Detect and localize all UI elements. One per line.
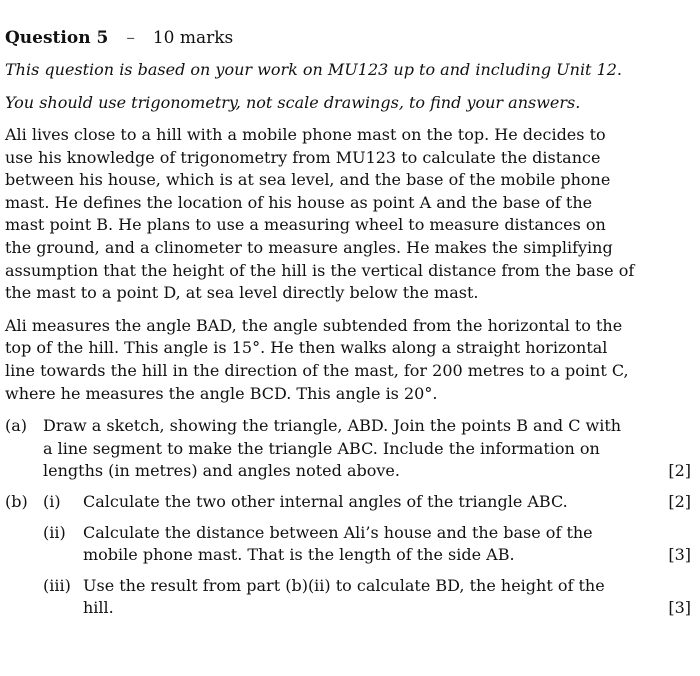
- part-b-i-marks: [2]: [668, 491, 691, 511]
- header-separator: –: [126, 28, 135, 48]
- question-header: [5, 26, 695, 50]
- part-a: [5, 415, 695, 483]
- intro-line-1: This question is based on your work on MU123 up to and including Unit 12.: [5, 60, 623, 79]
- part-b-ii-label: (ii): [43, 522, 66, 542]
- part-a-label: (a): [5, 416, 28, 436]
- part-b-label: (b): [5, 491, 28, 511]
- part-b-i-text: Calculate the two other internal angles of the triangle ABC.: [83, 491, 568, 511]
- part-a-marks: [2]: [668, 461, 691, 481]
- part-b-iii: [5, 575, 695, 620]
- part-b-ii: [5, 522, 695, 567]
- measurement-paragraph: Ali measures the angle BAD, the angle subtended from the horizontal to the top of the hill. This angle is 15°. He then walks along a straight horizontal line towards the hill in the direction of the mast, for 200 metres to a point C, where he measures the angle BCD. This angle is 20°.: [5, 315, 629, 403]
- question-page: [5, 26, 695, 628]
- part-b-i: [5, 491, 695, 514]
- part-b-ii-marks: [3]: [668, 545, 691, 565]
- scenario-paragraph: Ali lives close to a hill with a mobile phone mast on the top. He decides to use his knowledge of trigonometry from MU123 to calculate the distance between his house, which is at sea level, and the base of the mobile phone mast. He defines the location of his house as point A and the base of the mast point B. He plans to use a measuring wheel to measure distances on the ground, and a clinometer to measure angles. He makes the simplifying assumption that the height of the hill is the vertical distance from the base of the mast to a point D, at sea level directly below the mast.: [5, 125, 635, 303]
- part-b-iii-label: (iii): [43, 575, 71, 595]
- part-b-ii-text: Calculate the distance between Ali’s house and the base of the mobile phone mast. That is the length of the side AB.: [83, 522, 593, 565]
- part-b-iii-marks: [3]: [668, 598, 691, 618]
- intro-line-2: You should use trigonometry, not scale drawings, to find your answers.: [5, 93, 581, 112]
- part-b-i-label: (i): [43, 491, 61, 511]
- part-a-text: Draw a sketch, showing the triangle, ABD. Join the points B and C with a line segment to make the triangle ABC. Include the information on lengths (in metres) and angles noted above.: [43, 416, 622, 481]
- question-marks: 10 marks: [152, 28, 234, 48]
- question-number: Question 5: [5, 28, 109, 48]
- part-b-iii-text: Use the result from part (b)(ii) to calculate BD, the height of the hill.: [83, 575, 605, 618]
